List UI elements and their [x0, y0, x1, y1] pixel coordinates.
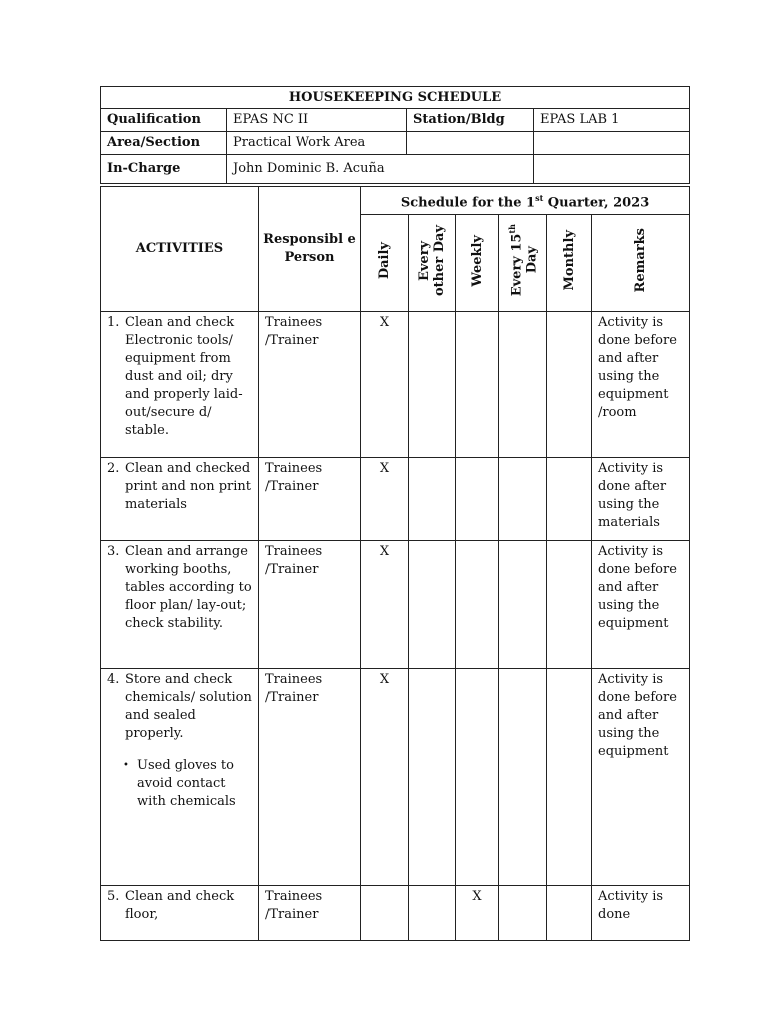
- remarks-header: [592, 215, 690, 312]
- every-other-day-cell: [409, 312, 456, 458]
- responsible-cell: Trainees /Trainer: [259, 541, 361, 669]
- every-15th-day-header: [499, 215, 547, 312]
- every-15th-day-cell: [499, 312, 547, 458]
- weekly-cell: [456, 669, 499, 886]
- station-label: Station/Bldg: [407, 109, 534, 132]
- area-label: Area/Section: [101, 132, 227, 155]
- remarks-cell: Activity is done before and after using the equipment /room: [592, 312, 690, 458]
- station-value: EPAS LAB 1: [534, 109, 690, 132]
- responsible-cell: Trainees /Trainer: [259, 886, 361, 941]
- activity-number: 5.: [107, 889, 120, 905]
- weekly-cell: X: [456, 886, 499, 941]
- table-row: [101, 669, 690, 886]
- bullet-icon: •: [123, 760, 129, 772]
- remarks-label: Remarks: [633, 228, 649, 293]
- area-value: Practical Work Area: [227, 132, 407, 155]
- every-other-day-cell: [409, 886, 456, 941]
- activity-cell: [101, 312, 259, 458]
- quarter-suffix: Quarter, 2023: [543, 195, 650, 211]
- remarks-cell: Activity is done after using the materials: [592, 458, 690, 541]
- header-table: [100, 86, 690, 184]
- remarks-cell: Activity is done: [592, 886, 690, 941]
- monthly-cell: [547, 669, 592, 886]
- responsible-cell: Trainees /Trainer: [259, 669, 361, 886]
- daily-header: [361, 215, 409, 312]
- table-row: [101, 312, 690, 458]
- weekly-cell: [456, 541, 499, 669]
- quarter-sup: st: [535, 193, 544, 203]
- activities-header: ACTIVITIES: [101, 187, 259, 312]
- remarks-cell: Activity is done before and after using the equipment: [592, 669, 690, 886]
- every-15th-day-cell: [499, 458, 547, 541]
- responsible-cell: Trainees /Trainer: [259, 312, 361, 458]
- daily-cell: X: [361, 541, 409, 669]
- activity-number: 2.: [107, 461, 120, 477]
- activity-cell: [101, 541, 259, 669]
- document-title: HOUSEKEEPING SCHEDULE: [101, 87, 690, 109]
- daily-cell: [361, 886, 409, 941]
- quarter-header: [361, 187, 690, 215]
- weekly-label: Weekly: [469, 234, 485, 287]
- daily-cell: X: [361, 458, 409, 541]
- weekly-cell: [456, 458, 499, 541]
- empty-cell: [534, 132, 690, 155]
- monthly-cell: [547, 886, 592, 941]
- every15-prefix: Every 15: [509, 233, 525, 297]
- every-other-day-label: Every other Day: [417, 224, 447, 296]
- daily-label: Daily: [377, 241, 392, 279]
- empty-cell: [407, 132, 534, 155]
- activity-cell: [101, 886, 259, 941]
- every-15th-day-cell: [499, 541, 547, 669]
- daily-cell: X: [361, 312, 409, 458]
- responsible-cell: Trainees /Trainer: [259, 458, 361, 541]
- every-other-day-cell: [409, 541, 456, 669]
- every15-suffix: Day: [524, 246, 540, 274]
- responsible-header: Responsibl e Person: [259, 187, 361, 312]
- qualification-label: Qualification: [101, 109, 227, 132]
- table-row: [101, 458, 690, 541]
- quarter-prefix: Schedule for the 1: [400, 195, 536, 211]
- weekly-cell: [456, 312, 499, 458]
- activity-text: Clean and check floor,: [125, 889, 235, 923]
- activity-text: Clean and checked print and non print materials: [125, 461, 251, 513]
- table-row: [101, 886, 690, 941]
- every-other-day-cell: [409, 669, 456, 886]
- remarks-cell: Activity is done before and after using the equipment: [592, 541, 690, 669]
- every-15th-day-cell: [499, 669, 547, 886]
- weekly-header: [456, 215, 499, 312]
- qualification-value: EPAS NC II: [227, 109, 407, 132]
- activity-number: 4.: [107, 672, 120, 688]
- every-other-day-cell: [409, 458, 456, 541]
- activity-text: Clean and check Electronic tools/ equipment from dust and oil; dry and properly laid-out/secure d/ stable.: [125, 315, 243, 439]
- monthly-header: [547, 215, 592, 312]
- monthly-cell: [547, 312, 592, 458]
- activity-number: 1.: [107, 315, 120, 331]
- daily-cell: X: [361, 669, 409, 886]
- empty-cell: [534, 155, 690, 184]
- schedule-table: [100, 186, 690, 941]
- every-other-day-header: [409, 215, 456, 312]
- every-15th-day-label: [505, 224, 539, 296]
- activity-number: 3.: [107, 544, 120, 560]
- activity-bullet: Used gloves to avoid contact with chemicals: [137, 758, 236, 810]
- activity-text: Clean and arrange working booths, tables according to floor plan/ lay-out; check stability.: [125, 544, 252, 632]
- monthly-cell: [547, 541, 592, 669]
- every-15th-day-cell: [499, 886, 547, 941]
- table-row: [101, 541, 690, 669]
- activity-cell: [101, 458, 259, 541]
- activity-text: Store and check chemicals/ solution and sealed properly.: [125, 672, 252, 742]
- activity-cell: [101, 669, 259, 886]
- monthly-cell: [547, 458, 592, 541]
- every15-sup: th: [507, 224, 518, 234]
- monthly-label: Monthly: [561, 230, 577, 291]
- incharge-value: John Dominic B. Acuña: [227, 155, 534, 184]
- incharge-label: In-Charge: [101, 155, 227, 184]
